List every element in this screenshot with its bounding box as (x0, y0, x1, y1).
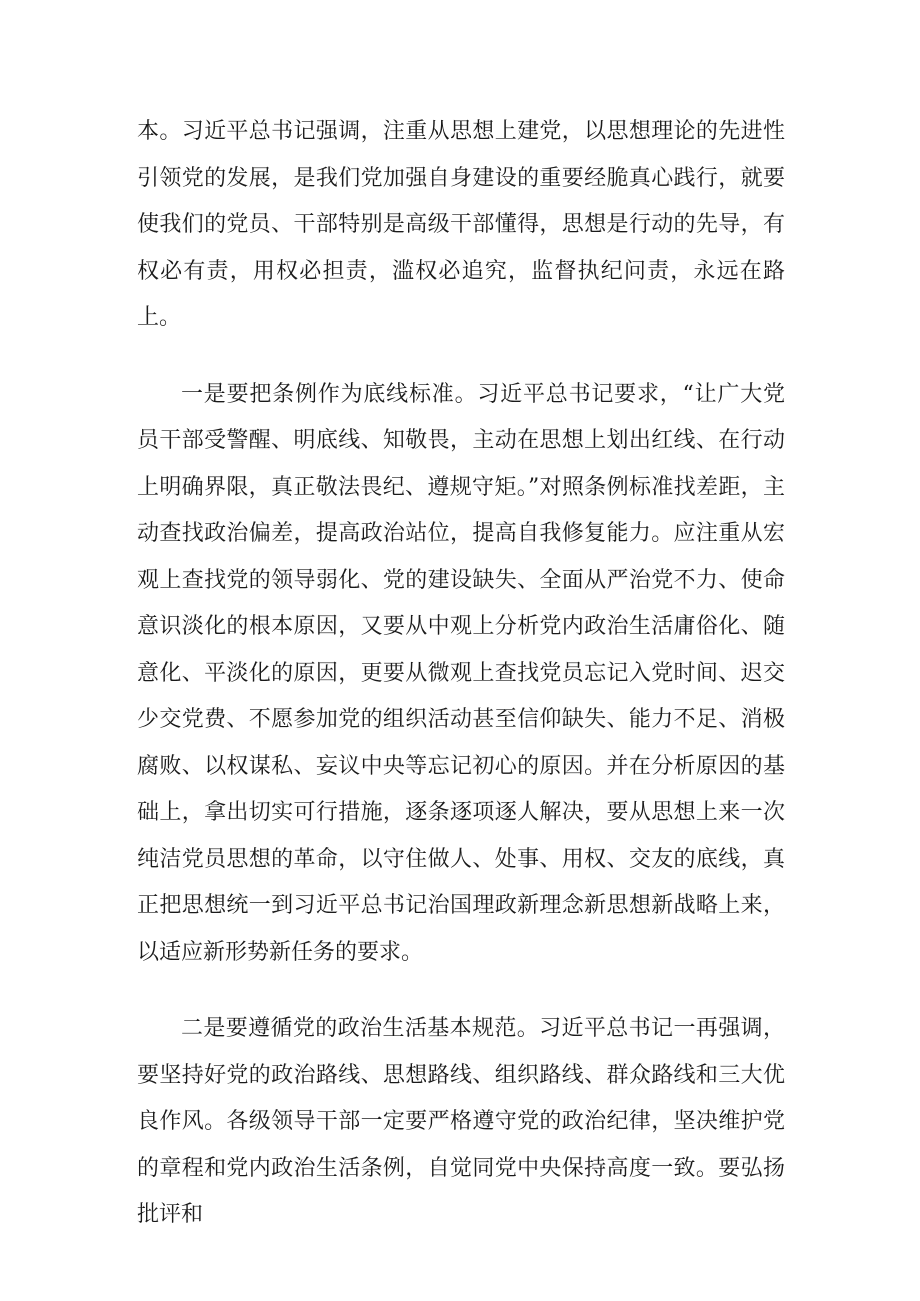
paragraph-text: 习近平总书记要求，“让广大党员干部受警醒、明底线、知敬畏，主动在思想上划出红线、在行动上明确界限，真正敬法畏纪、遵规守矩。”对照条例标准找差距，主动查找政治偏差，提高政治站位，提高自我修复能力。应注重从宏观上查找党的领导弱化、党的建设缺失、全面从严治党不力、使命意识淡化的根本原因，又要从中观上分析党内政治生活庸俗化、随意化、平淡化的原因，更要从微观上查找党员忘记入党时间、迟交少交党费、不愿参加党的组织活动甚至信仰缺失、能力不足、消极腐败、以权谋私、妄议中央等忘记初心的原因。并在分析原因的基础上，拿出切实可行措施，逐条逐项逐人解决，要从思想上来一次纯洁党员思想的革命，以守住做人、处事、用权、交友的底线，真正把思想统一到习近平总书记治国理政新理念新思想新战略上来，以适应新形势新任务的要求。 (137, 381, 785, 965)
document-body (137, 109, 785, 1239)
paragraph-text: 习近平总书记一再强调，要坚持好党的政治路线、思想路线、组织路线、群众路线和三大优良作风。各级领导干部一定要严格遵守党的政治纪律，坚决维护党的章程和党内政治生活条例，自觉同党中央保持高度一致。要弘扬批评和 (137, 1016, 785, 1227)
paragraph-lead: 二是要遵循党的政治生活基本规范。 (181, 1016, 540, 1041)
paragraph-text: 本。习近平总书记强调，注重从思想上建党，以思想理论的先进性引领党的发展，是我们党加强自身建设的重要经脆真心践行，就要使我们的党员、干部特别是高级干部懂得，思想是行动的先导，有权必有责，用权必担责，滥权必追究，监督执纪问责，永远在路上。 (137, 119, 785, 330)
paragraph-continuation (137, 109, 785, 342)
paragraph-point-two (137, 1006, 785, 1239)
paragraph-lead: 一是要把条例作为底线标准。 (181, 381, 478, 407)
paragraph-point-one (137, 372, 785, 977)
